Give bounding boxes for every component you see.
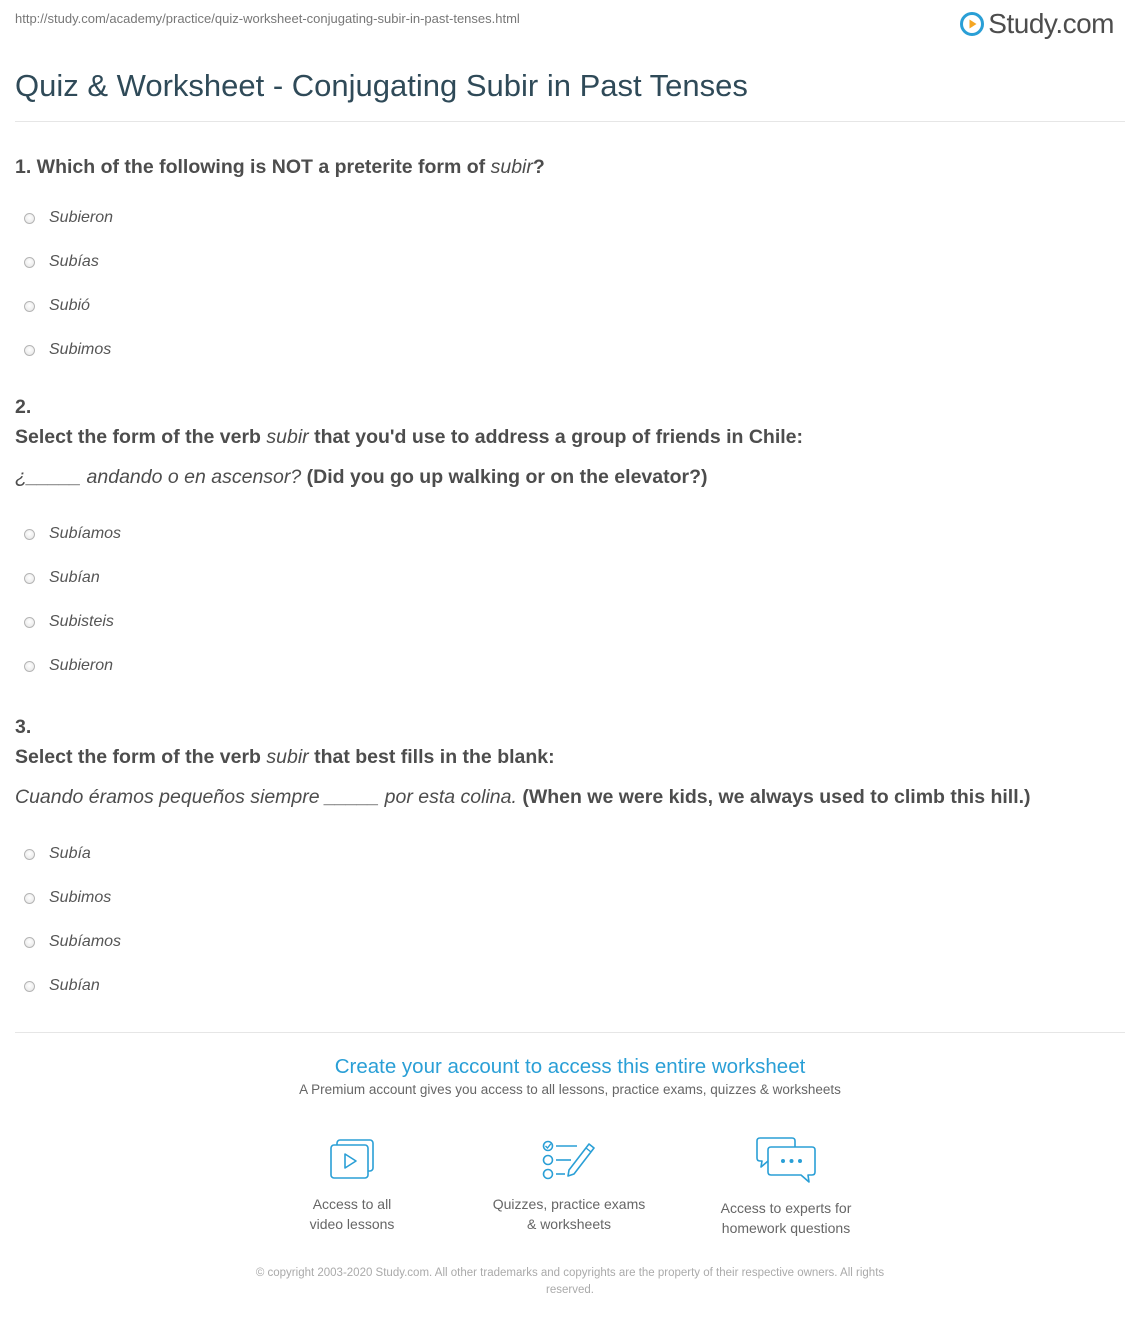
prompt-verb: subir (266, 746, 309, 768)
study-logo[interactable] (960, 8, 1114, 40)
question-1 (15, 152, 1125, 372)
english-translation: (Did you go up walking or on the elevator?) (301, 466, 708, 488)
chat-bubbles-icon (754, 1136, 818, 1186)
feature-caption (686, 1198, 886, 1238)
option-label: Subíamos (49, 933, 122, 950)
divider (15, 121, 1125, 122)
option-label: Subisteis (49, 613, 114, 630)
prompt-verb: subir (266, 426, 309, 448)
signup-promo (0, 1052, 1140, 1097)
option-label: Subían (49, 977, 100, 994)
answer-option[interactable] (15, 284, 1125, 328)
question-sentence (15, 462, 1125, 492)
divider (15, 1032, 1125, 1033)
feature-caption (469, 1194, 669, 1234)
question-2 (15, 392, 1125, 688)
play-logo-icon (960, 12, 984, 36)
feature-quizzes (469, 1136, 669, 1234)
answer-option[interactable] (15, 920, 1125, 964)
answer-option[interactable] (15, 556, 1125, 600)
spanish-sentence: ¿_____ andando o en ascensor? (15, 466, 302, 488)
copyright-line: reserved. (546, 1284, 594, 1296)
answer-option[interactable] (15, 644, 1125, 688)
answer-option[interactable] (15, 832, 1125, 876)
answer-options (15, 196, 1125, 372)
radio-button[interactable] (24, 573, 35, 584)
feature-caption-line: & worksheets (526, 1216, 612, 1232)
option-label: Subieron (49, 209, 114, 226)
question-number: 3. (15, 716, 32, 738)
radio-button[interactable] (24, 893, 35, 904)
answer-option[interactable] (15, 876, 1125, 920)
answer-options (15, 512, 1125, 688)
spanish-sentence: Cuando éramos pequeños siempre _____ por esta colina. (15, 786, 517, 808)
video-lessons-icon (326, 1136, 378, 1182)
copyright-footer (215, 1265, 925, 1299)
option-label: Subieron (49, 657, 114, 674)
english-translation: (When we were kids, we always used to climb this hill.) (516, 786, 1031, 808)
radio-button[interactable] (24, 981, 35, 992)
feature-caption-line: Quizzes, practice exams (492, 1196, 646, 1212)
promo-subtitle: A Premium account gives you access to all lessons, practice exams, quizzes & worksheets (299, 1082, 841, 1097)
question-prompt (15, 152, 1125, 182)
prompt-verb: subir (490, 156, 533, 178)
prompt-text-end: that best fills in the blank: (308, 746, 555, 768)
feature-caption-line: video lessons (309, 1216, 395, 1232)
radio-button[interactable] (24, 937, 35, 948)
question-number: 2. (15, 396, 32, 418)
question-sentence (15, 782, 1125, 812)
feature-video-lessons (252, 1136, 452, 1234)
prompt-text: Select the form of the verb (15, 426, 267, 448)
prompt-suffix: ? (532, 156, 545, 178)
radio-button[interactable] (24, 617, 35, 628)
copyright-line: © copyright 2003-2020 Study.com. All other trademarks and copyrights are the property of their respective owners. All rights (255, 1267, 885, 1279)
radio-button[interactable] (24, 849, 35, 860)
answer-options (15, 832, 1125, 1008)
option-label: Subíamos (49, 525, 122, 542)
create-account-link[interactable]: Create your account to access this entire worksheet (334, 1055, 806, 1078)
answer-option[interactable] (15, 196, 1125, 240)
feature-caption-line: Access to all (312, 1196, 392, 1212)
feature-experts (686, 1136, 886, 1238)
question-prompt (15, 742, 1125, 772)
option-label: Subía (49, 845, 91, 862)
page-title: Quiz & Worksheet - Conjugating Subir in Past Tenses (15, 68, 748, 103)
quiz-checklist-icon (541, 1136, 597, 1182)
radio-button[interactable] (24, 661, 35, 672)
option-label: Subías (49, 253, 99, 270)
option-label: Subían (49, 569, 100, 586)
option-label: Subimos (49, 889, 112, 906)
radio-button[interactable] (24, 213, 35, 224)
answer-option[interactable] (15, 512, 1125, 556)
option-label: Subimos (49, 341, 112, 358)
radio-button[interactable] (24, 345, 35, 356)
logo-text: Study.com (988, 8, 1114, 39)
page-url: http://study.com/academy/practice/quiz-worksheet-conjugating-subir-in-past-tenses.html (15, 11, 520, 26)
option-label: Subió (49, 297, 90, 314)
question-3 (15, 712, 1125, 1008)
answer-option[interactable] (15, 328, 1125, 372)
radio-button[interactable] (24, 257, 35, 268)
prompt-text: Select the form of the verb (15, 746, 267, 768)
answer-option[interactable] (15, 600, 1125, 644)
radio-button[interactable] (24, 301, 35, 312)
feature-caption-line: Access to experts for (720, 1200, 852, 1216)
radio-button[interactable] (24, 529, 35, 540)
feature-caption-line: homework questions (721, 1220, 851, 1236)
feature-caption (252, 1194, 452, 1234)
answer-option[interactable] (15, 240, 1125, 284)
question-prompt (15, 422, 1125, 452)
answer-option[interactable] (15, 964, 1125, 1008)
prompt-text: 1. Which of the following is NOT a preterite form of (15, 156, 491, 178)
prompt-text-end: that you'd use to address a group of friends in Chile: (308, 426, 804, 448)
